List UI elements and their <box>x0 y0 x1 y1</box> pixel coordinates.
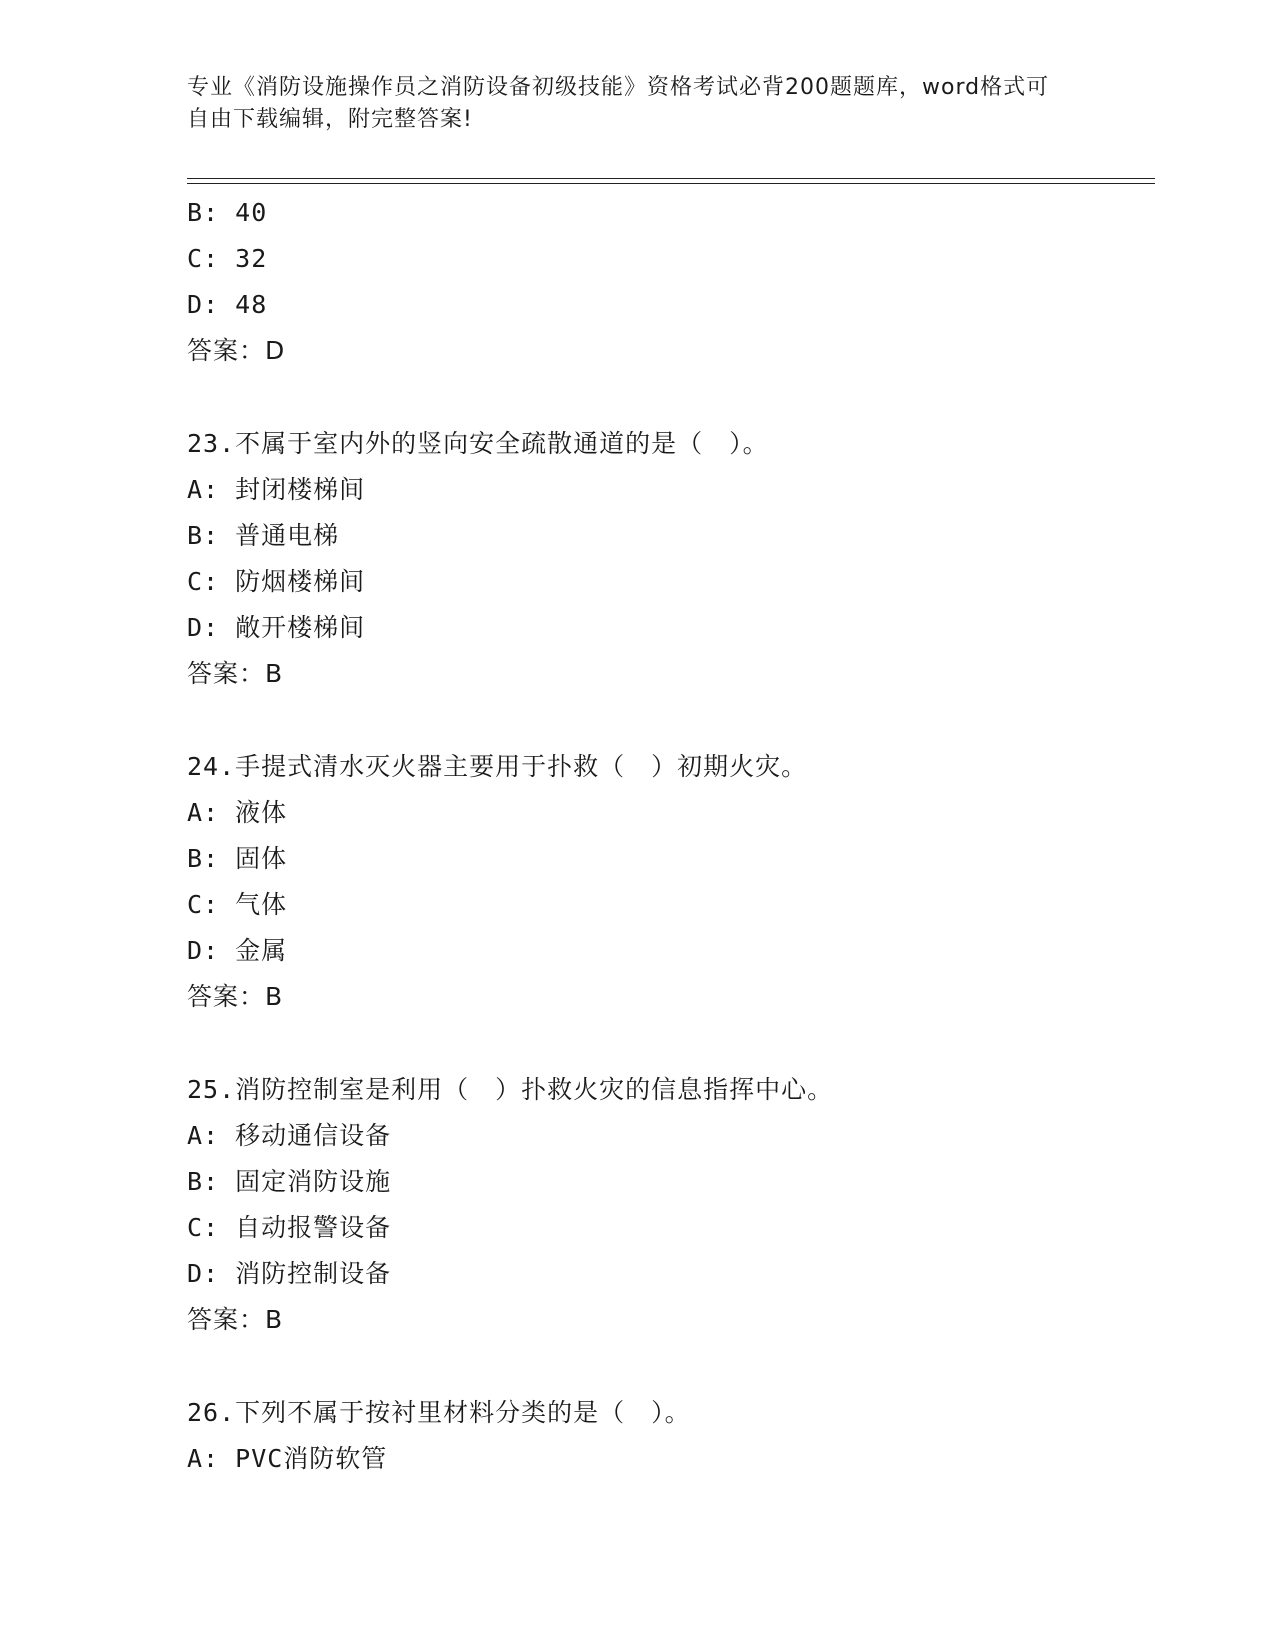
question-block-26 <box>187 1390 1155 1482</box>
option-c: C: 自动报警设备 <box>187 1213 392 1242</box>
question-text: 26.下列不属于按衬里材料分类的是（ ）。 <box>187 1398 691 1427</box>
option-d: D: 消防控制设备 <box>187 1259 392 1288</box>
header-divider-top <box>187 178 1155 179</box>
question-list <box>187 190 1155 1482</box>
question-text: 23.不属于室内外的竖向安全疏散通道的是（ ）。 <box>187 429 769 458</box>
option-c: C: 32 <box>187 244 268 273</box>
question-text: 24.手提式清水灭火器主要用于扑救（ ）初期火灾。 <box>187 752 808 781</box>
option-a: A: 封闭楼梯间 <box>187 475 366 504</box>
option-d: D: 48 <box>187 290 268 319</box>
option-a: A: PVC消防软管 <box>187 1444 388 1473</box>
option-d: D: 敞开楼梯间 <box>187 613 366 642</box>
header-title: 专业《消防设施操作员之消防设备初级技能》资格考试必背200题题库，word格式可自由下载编辑，附完整答案! <box>187 75 1050 132</box>
option-b: B: 40 <box>187 198 268 227</box>
option-b: B: 普通电梯 <box>187 521 340 550</box>
option-c: C: 防烟楼梯间 <box>187 567 366 596</box>
answer-label: 答案：B <box>187 659 284 688</box>
answer-label: 答案：B <box>187 982 284 1011</box>
answer-label: 答案：D <box>187 336 286 365</box>
question-block-22 <box>187 190 1155 374</box>
document-header <box>187 72 1067 136</box>
header-divider-bottom <box>187 183 1155 184</box>
option-d: D: 金属 <box>187 936 288 965</box>
option-a: A: 液体 <box>187 798 288 827</box>
option-b: B: 固体 <box>187 844 288 873</box>
option-c: C: 气体 <box>187 890 288 919</box>
option-b: B: 固定消防设施 <box>187 1167 392 1196</box>
question-block-24 <box>187 744 1155 1020</box>
question-text: 25.消防控制室是利用（ ）扑救火灾的信息指挥中心。 <box>187 1075 834 1104</box>
answer-label: 答案：B <box>187 1305 284 1334</box>
question-block-25 <box>187 1067 1155 1343</box>
question-block-23 <box>187 421 1155 697</box>
option-a: A: 移动通信设备 <box>187 1121 392 1150</box>
